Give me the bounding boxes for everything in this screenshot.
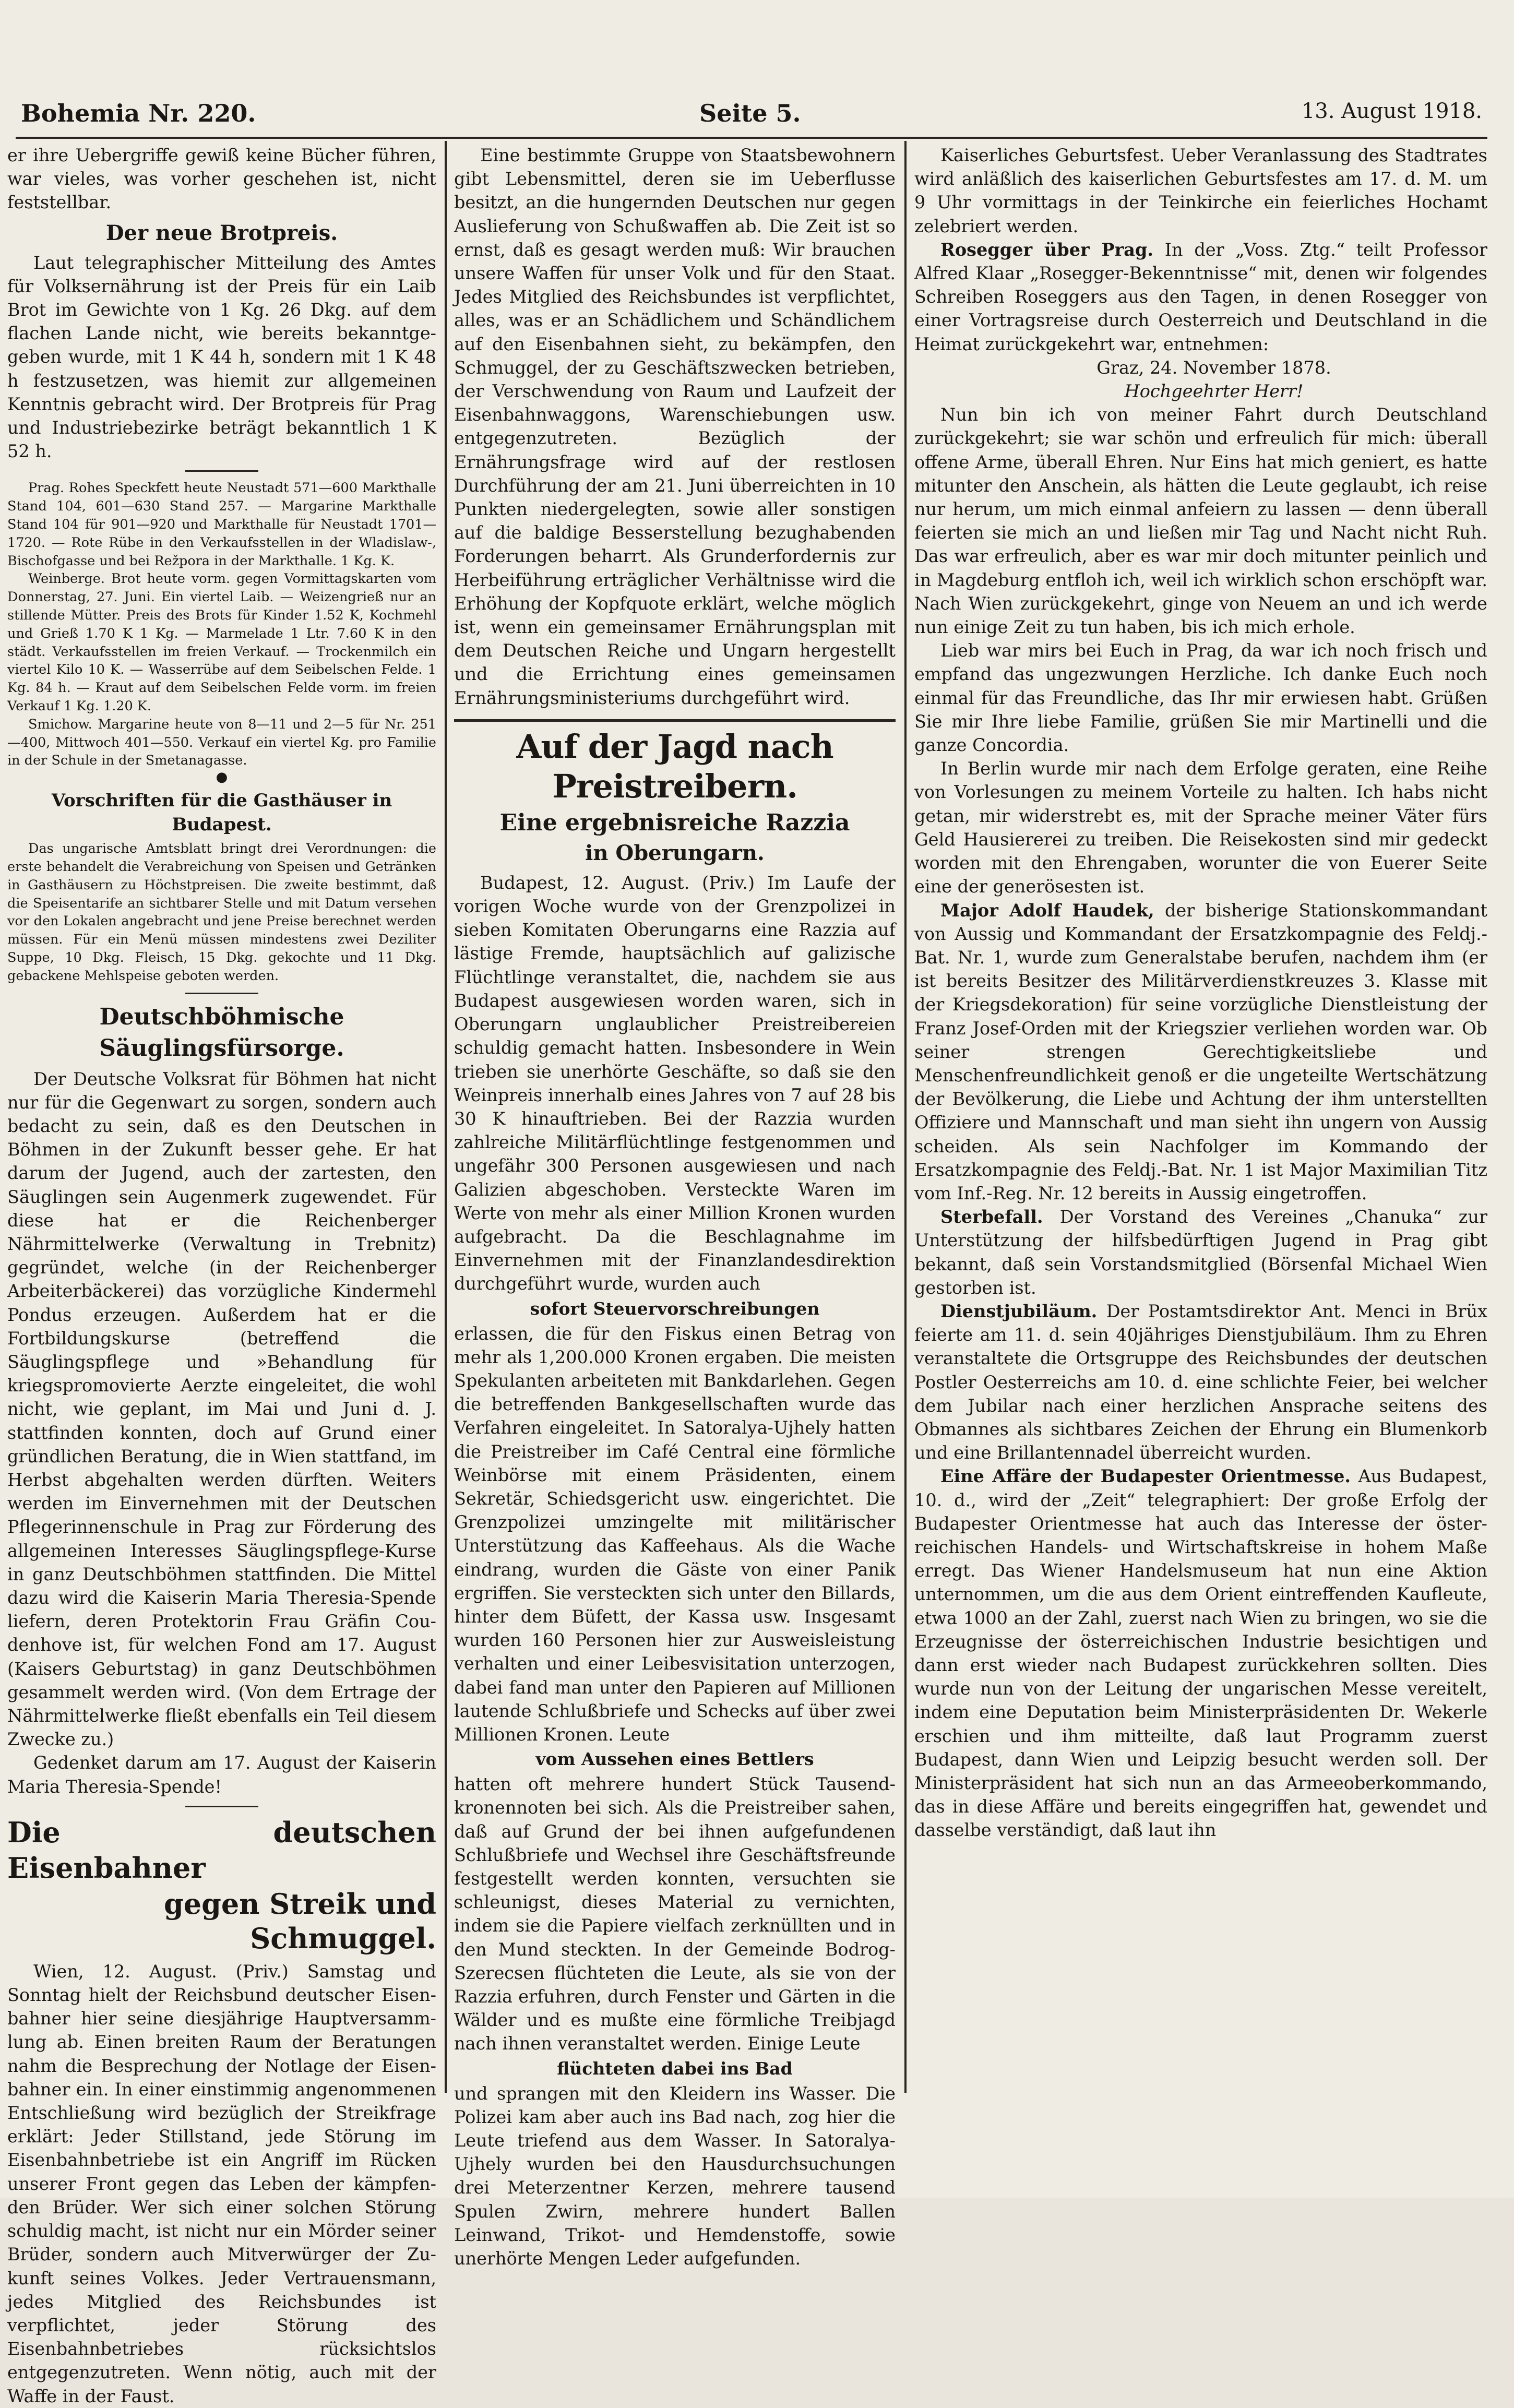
- lead-sterbefall: Sterbefall.: [940, 1207, 1043, 1227]
- masthead-date: 13. August 1918.: [1301, 99, 1482, 123]
- masthead: [21, 99, 1482, 136]
- subheadline-razzia: Eine ergebnisreiche Razzia: [499, 809, 850, 836]
- separator-rule: [185, 1806, 258, 1807]
- inline-heading-steuer: sofort Steuervorschreibungen: [530, 1298, 820, 1319]
- article-preistreiber-part-1: Budapest, 12. August. (Priv.) Im Laufe der vorigen Woche wurde von der Grenzpolizei in sieben Komitaten Oberungarns eine Razzia auf lästige Fremde, hauptsächlich auf galizische Flüchtlinge veranstaltet, die, nachdem sie aus Budapest ausgewiesen worden waren, sich in Oberungarn unglaublicher Preistreibereien schuldig gemacht hatten. Insbesondere in Wein trieben sie unerhörte Geschäfte, so daß sie den Weinpreis innerhalb eines Jahres von 7 auf 28 bis 30 K hinauftrieben. Bei der Razzia wurden zahlreiche Militärflüchtlinge festgenommen und ungefähr 300 Personen ausgewiesen und nach Galizien abgeschoben. Versteckte Waren im Werte von mehr als einer Million Kronen wurden aufgebracht. Da die Beschlagnahme im Einvernehmen mit der Finanzlandesdirektion durchgeführt wurde, wurden auch: [454, 872, 896, 1294]
- masthead-issue: Bohemia Nr. 220.: [21, 99, 256, 127]
- inline-heading-bettler: vom Aussehen eines Bettlers: [535, 1749, 814, 1770]
- notice-weinberge: Weinberge. Brot heute vorm. gegen Vormittagskarten vom Donnerstag, 27. Juni. Ein viertel Laib. — Weizengrieß nur an stillende Mütter. Preis des Brots für Kinder 1.52 K, Kochmehl und Grieß 1.70 K 1 Kg. — Marmelade 1 Ltr. 7.60 K in den städt. Verkaufsstellen im freien Verkauf. — Trockenmilch ein viertel Kilo 10 K. — Wasserrübe auf dem Seibelschen Felde. 1 Kg. 84 h. — Kraut auf dem Seibelschen Felde vorm. im freien Verkauf 1 Kg. 1.20 K.: [7, 571, 436, 714]
- headline-brotpreis: Der neue Brotpreis.: [105, 220, 338, 245]
- article-saeuglingsfuersorge: Der Deutsche Volksrat für Böhmen hat nicht nur für die Gegenwart zu sorgen, sondern auch bedacht zu sein, daß es den Deutschen in Böhmen in der Zukunft besser gehe. Er hat darum der Jugend, auch der zartesten, den Säuglingen sein Augenmerk zugewendet. Für diese hat er die Reichenberger Nährmittelwerke (Verwaltung in Trebnitz) gegründet, welche (in der Reichenberger Arbeiterbäckerei) das vorzügliche Kindermehl Pondus erzeugen. Außerdem hat er die Fortbildungskurse (betreffend die Säuglingspflege und »Behandlung für kriegspromovierte Aerzte eingeleitet, die wohl nicht, wie geplant, im Mai und Juni d. J. stattfinden konnten, doch auf Grund einer gründlichen Beratung, die in Wien stattfand, im Herbst abgehalten werden dürften. Weiters werden im Einvernehmen mit der Deutschen Pflegerinnenschule in Prag zur Förderung des allgemeinen Interesses Säuglingspflege-Kurse in ganz Deutschböhmen stattfinden. Die Mittel dazu wird die Kaiserin Maria Theresia-Spende liefern, deren Protektorin Frau Gräfin Coudenhove ist, für welchen Fond am 17. August (Kaisers Geburtstag) in ganz Deutschböhmen gesammelt werden wird. (Von dem Ertrage der Nährmittelwerke fließt ebenfalls ein Teil diesem Zwecke zu.): [7, 1068, 436, 1750]
- notice-prag: Prag. Rohes Speckfett heute Neustadt 571—600 Markthalle Stand 104, 601—630 Stand 257. — Margarine Markthalle Stand 104 für 901—920 und Markthalle für Neustadt 1701—1720. — Rote Rübe in den Verkaufsstellen in der Wladislaw-, Bischofgasse und bei Režpora in der Markthalle. 1 Kg. K.: [7, 480, 436, 569]
- article-preistreiber-part-3: hatten oft mehrere hundert Stück Tausendkronennoten bei sich. Als die Preistreiber sahen, daß auf Grund der bei ihnen aufgefundenen Schlußbriefe und Wechsel ihre Geschäftsfreunde festgestellt werden konnten, versuchten sie schleunigst, dieses Material zu vernichten, indem sie die Papiere vielfach zerknüllten und in den Mund steckten. In der Gemeinde Bodrog-Szerecsen flüchteten die Leute, als sie von der Razzia erfuhren, durch Fenster und Gärten in die Wälder und es mußte eine förmliche Treibjagd nach ihnen veranstaltet werden. Einige Leute: [454, 1774, 896, 2054]
- article-orientmesse-text: Aus Budapest, 10. d., wird der „Zeit“ telegraphiert: Der große Erfolg der Budapester Orientmesse hat auch das Interesse der österreichischen Handels- und Wirtschaftskreise in hohem Maße erregt. Das Wiener Handelsmuseum hat nun eine Aktion unternommen, um die aus dem Orient eintreffenden Kaufleute, etwa 1000 an der Zahl, zuerst nach Wien zu bringen, wo sie die Erzeugnisse der österreichischen Industrie besichtigen und dann erst wieder nach Budapest zurückkehren sollten. Dies wurde nun von der Leitung der ungarischen Messe vereitelt, indem eine Deputation beim Ministerpräsidenten Dr. Wekerle erschien und ihm mitteilte, daß laut Programm zuerst Budapest, dann Wien und Leipzig besucht werden soll. Der Ministerpräsident hat sich nun an das Armeeoberkommando, das in diese Affäre und bereits eingegriffen hat, gewendet und dasselbe verständigt, daß laut ihn: [914, 1466, 1487, 1841]
- separator-rule: [454, 719, 896, 722]
- letter-place-date: Graz, 24. November 1878.: [1096, 357, 1331, 378]
- column-rule-2: [904, 141, 907, 2093]
- article-preistreiber-part-2: erlassen, die für den Fiskus einen Betrag von mehr als 1,200.000 Kronen ergaben. Die meisten Spekulanten arbeiteten mit Bankdarlehen. Gegen die betreffenden Bankgesellschaften wurde das Verfahren eingeleitet. In Satoralya-Ujhely hatten die Preistreiber im Café Central eine förmliche Weinbörse mit einem Präsidenten, einem Sekretär, Schiedsgericht usw. eingerichtet. Die Grenzpolizei umzingelte mit militärischer Unterstützung das Kaffeehaus. Als die Wache eindrang, wurden die Gäste von einer Panik ergriffen. Sie versteckten sich unter den Billards, hinter dem Büfett, der Kassa usw. Insgesamt wurden 160 Personen hier zur Ausweisleistung verhalten und einer Leibesvisitation unterzogen, dabei fand man unter den Papieren auf Millionen lautende Schlußbriefe und Schecks auf über zwei Millionen Kronen. Leute: [454, 1323, 896, 1745]
- letter-paragraph-3: In Berlin wurde mir nach dem Erfolge geraten, eine Reihe von Vorlesungen zu meinem Vorteile zu halten. Ich habs nicht getan, mir widerstrebt es, mit der Sprache meiner Väter fürs Geld Hausiererei zu treiben. Die Reisekosten sind mir gedeckt worden mit den Ehrengaben, worunter die von Euerer Seite eine der generösesten ist.: [914, 758, 1487, 897]
- article-rosegger: [914, 238, 1487, 356]
- headline-saeuglingsfuersorge: Deutschböhmische Säuglingsfürsorge.: [99, 1003, 344, 1062]
- article-brotpreis: Laut telegraphischer Mitteilung des Amtes für Volksernährung ist der Preis für ein Laib Brot im Gewichte von 1 Kg. 26 Dkg. auf dem flachen Lande nicht, wie bereits bekanntgegeben wurde, mit 1 K 44 h, sondern mit 1 K 48 h festzusetzen, was hiemit zur allgemeinen Kenntnis gebracht wird. Der Brotpreis für Prag und Industriebezirke beträgt bekanntlich 1 K 52 h.: [7, 252, 436, 462]
- headline-eisenbahner-1: Die deutschen Eisenbahner: [7, 1815, 436, 1885]
- separator-rule: [185, 993, 258, 994]
- lead-dienstjubilaeum: Dienstjubiläum.: [940, 1301, 1098, 1321]
- article-sterbefall-text: Der Vorstand des Vereines „Chanuka“ zur Unterstützung der hilfsbedürftigen Jugend in Prag gibt bekannt, daß sein Vorstandsmitglied (Börsenfal Michael Wien gestorben ist.: [914, 1207, 1488, 1298]
- notice-kaiserliches-geburtsfest: Kaiserliches Geburtsfest. Ueber Veranlassung des Stadtrates wird anläßlich des kaiserlichen Geburtsfestes am 17. d. M. um 9 Uhr vormittags in der Teinkirche ein feierliches Hochamt zelebriert werden.: [914, 145, 1487, 236]
- headline-gasthaeuser: Vorschriften für die Gasthäuser in Budapest.: [51, 790, 392, 836]
- article-sterbefall: [914, 1205, 1487, 1300]
- separator-dot: ●: [216, 769, 228, 785]
- article-haudek-text: der bisherige Stationskommandant von Aussig und Kommandant der Ersatzkompagnie des Feldj.-Bat. Nr. 1, wurde zum Generalstabe berufen, nachdem ihm (er ist bereits Besitzer des Militärverdienstkreuzes 3. Klasse mit der Kriegsdekoration) für seine vorzügliche Dienstleistung der Franz Josef-Orden mit der Kriegszier verliehen worden war. Ob seiner strengen Gerechtigkeitsliebe und Menschenfreundlichkeit genoß er die ungeteilte Wertschätzung der Bevölkerung, die Liebe und Achtung der ihm unterstellten Offiziere und Mannschaft und man sieht ihn ungern von Aussig scheiden. Als sein Nachfolger im Kommando der Ersatzkompagnie des Feldj.-Bat. Nr. 1 ist Major Maximilian Titz vom Inf.-Reg. Nr. 12 bereits in Aussig eingetroffen.: [914, 900, 1487, 1203]
- masthead-page-number: Seite 5.: [699, 99, 801, 127]
- column-1: [7, 144, 436, 2406]
- inline-heading-bad: flüchteten dabei ins Bad: [557, 2058, 793, 2079]
- article-dienstjubilaeum-text: Der Postamtsdirektor Ant. Menci in Brüx feierte am 11. d. sein 40jähriges Dienstjubiläum. Ihm zu Ehren veranstaltete die Ortsgruppe des Reichsbundes der deutschen Postler Oesterreichs am 10. d. eine schlichte Feier, bei welcher dem Jubilar nach einer herzlichen Ansprache seitens des Obmannes als sichtbares Zeichen der Ehrung ein Blumenkorb und eine Brillantennadel überreicht wurden.: [914, 1301, 1487, 1463]
- lead-haudek: Major Adolf Haudek,: [940, 900, 1154, 921]
- column-3: [914, 144, 1487, 2085]
- notice-smichow: Smichow. Margarine heute von 8—11 und 2—5 für Nr. 251—400, Mittwoch 401—550. Verkauf ein viertel Kg. pro Familie in der Schule in der Smetanagasse.: [7, 716, 436, 769]
- article-saeuglingsfuersorge-appeal: Gedenket darum am 17. August der Kaiserin Maria Theresia-Spende!: [7, 1753, 436, 1797]
- article-dienstjubilaeum: [914, 1300, 1487, 1464]
- lead-orientmesse: Eine Affäre der Budapester Orientmesse.: [940, 1466, 1351, 1487]
- article-rosegger-text: In der „Voss. Ztg.“ teilt Professor Alfred Klaar „Rosegger-Bekenntnisse“ mit, denen wir folgendes Schreiben Roseggers aus den Tagen, in denen Rosegger von einer Vortragsreise durch Oesterreich und Deutschland in die Heimat zurückgekehrt war, entnehmen:: [914, 239, 1488, 354]
- letter-paragraph-1: Nun bin ich von meiner Fahrt durch Deutschland zurückgekehrt; sie war schön und erfreulich für mich: überall offene Arme, überall Ehren. Nur Eins hat mich geniert, es hatte mitunter den Anschein, als hätten die Leute geglaubt, ich reise nur herum, um mich einmal anfeiern zu lassen — denn überall feierten sie mich an und ließen mir Tag und Nacht nicht Ruh. Das war erfreulich, aber es war mir doch mitunter peinlich und in Magdeburg entfloh ich, weil ich wirklich schon erschöpft war. Nach Wien zurückgekehrt, ginge von Neuem an und ich werde nun einige Zeit zu tun haben, bis ich mich erhole.: [914, 404, 1487, 638]
- headline-preistreiber: Auf der Jagd nach Preistreibern.: [516, 727, 833, 805]
- letter-salutation: Hochgeehrter Herr!: [1124, 381, 1304, 402]
- article-haudek: [914, 899, 1487, 1206]
- subheadline-oberungarn: in Oberungarn.: [585, 840, 765, 865]
- article-eisenbahner-continued: Eine bestimmte Gruppe von Staatsbewohnern gibt Lebensmittel, deren sie im Ueberflusse besitzt, an die hungernden Deutschen nur gegen Auslieferung von Schußwaffen ab. Die Zeit ist so ernst, daß es gesagt werden muß: Wir brauchen unsere Waffen für unser Volk und für den Staat. Jedes Mitglied des Reichsbundes ist verpflichtet, alles, was er an Schädlichem und Schändlichem auf den Eisenbahnen sieht, zu bekämpfen, den Schmuggel, der zu Geschäftszwecken betrieben, der Verschwendung von Raum und Laufzeit der Eisenbahnwaggons, Warenschiebungen usw. entgegenzutreten. Bezüglich der Ernährungsfrage wird auf der restlosen Durchführung der am 21. Juni überreichten in 10 Punkten niedergelegten, sowie aller sonstigen auf die baldige Besserstellung bezughabenden Forderungen beharrt. Als Grunderfordernis zur Herbeiführung erträglicher Verhältnisse wird die Erhöhung der Kopfquote erklärt, welche möglich ist, wenn ein gemeinsamer Ernährungsplan mit dem Deutschen Reiche und Ungarn hergestellt und die Errichtung eines gemeinsamen Ernährungsministeriums durchgeführt wird.: [454, 145, 896, 708]
- article-eisenbahner: Wien, 12. August. (Priv.) Samstag und Sonntag hielt der Reichsbund deutscher Eisenbahner hier seine diesjährige Hauptversammlung ab. Einen breiten Raum der Beratungen nahm die Besprechung der Notlage der Eisenbahner ein. In einer einstimmig angenommenen Entschließung wird bezüglich der Streikfrage erklärt: Jeder Stillstand, jede Störung im Eisenbahnbetriebe ist ein Angriff im Rücken unserer Front gegen das Leben der kämpfenden Brüder. Wer sich einer solchen Störung schuldig macht, ist nicht nur ein Mörder seiner Brüder, sondern auch Mitverwürger der Zukunft seines Volkes. Jeder Vertrauensmann, jedes Mitglied des Reichsbundes ist verpflichtet, jeder Störung des Eisenbahnbetriebes rücksichtslos entgegenzutreten. Wenn nötig, auch mit der Waffe in der Faust.: [7, 1961, 436, 2406]
- separator-rule: [185, 470, 258, 472]
- headline-eisenbahner-2: gegen Streik und Schmuggel.: [163, 1887, 436, 1955]
- lead-rosegger: Rosegger über Prag.: [940, 239, 1154, 260]
- article-preistreiber-part-4: und sprangen mit den Kleidern ins Wasser. Die Polizei kam aber auch ins Bad nach, zog hier die Leute triefend aus dem Wasser. In Satoralya-Ujhely wurden bei den Hausdurchsuchungen drei Meterzentner Kerzen, mehrere tausend Spulen Zwirn, mehrere hundert Ballen Leinwand, Trikot- und Hemdenstoffe, sowie unerhörte Mengen Leder aufgefunden.: [454, 2083, 896, 2269]
- column-2: [454, 144, 896, 2269]
- column-rule-1: [445, 141, 447, 2093]
- masthead-rule: [16, 137, 1487, 139]
- article-continuation: er ihre Uebergriffe gewiß keine Bücher führen, war vieles, was vorher geschehen ist, nicht feststellbar.: [7, 145, 436, 213]
- article-orientmesse: [914, 1464, 1487, 1842]
- article-gasthaeuser: Das ungarische Amtsblatt bringt drei Verordnungen: die erste behandelt die Verabreichung von Speisen und Getränken in Gasthäusern zu Höchstpreisen. Die zweite bestimmt, daß die Speisentarife an sichtbarer Stelle und mit Datum versehen vor den Lokalen angebracht und jene Preise berechnet werden müssen. Für ein Menü müssen mindestens zwei Deziliter Suppe, 10 Dkg. Fleisch, 15 Dkg. gekochte und 11 Dkg. gebackene Mehlspeise geboten werden.: [7, 841, 436, 984]
- letter-paragraph-2: Lieb war mirs bei Euch in Prag, da war ich noch frisch und empfand das ungezwungen Herzliche. Ich danke Euch noch einmal für das Freundliche, das Ihr mir erwiesen habt. Grüßen Sie mir Ihre liebe Familie, grüßen Sie mir Martinelli und die ganze Concordia.: [914, 640, 1487, 756]
